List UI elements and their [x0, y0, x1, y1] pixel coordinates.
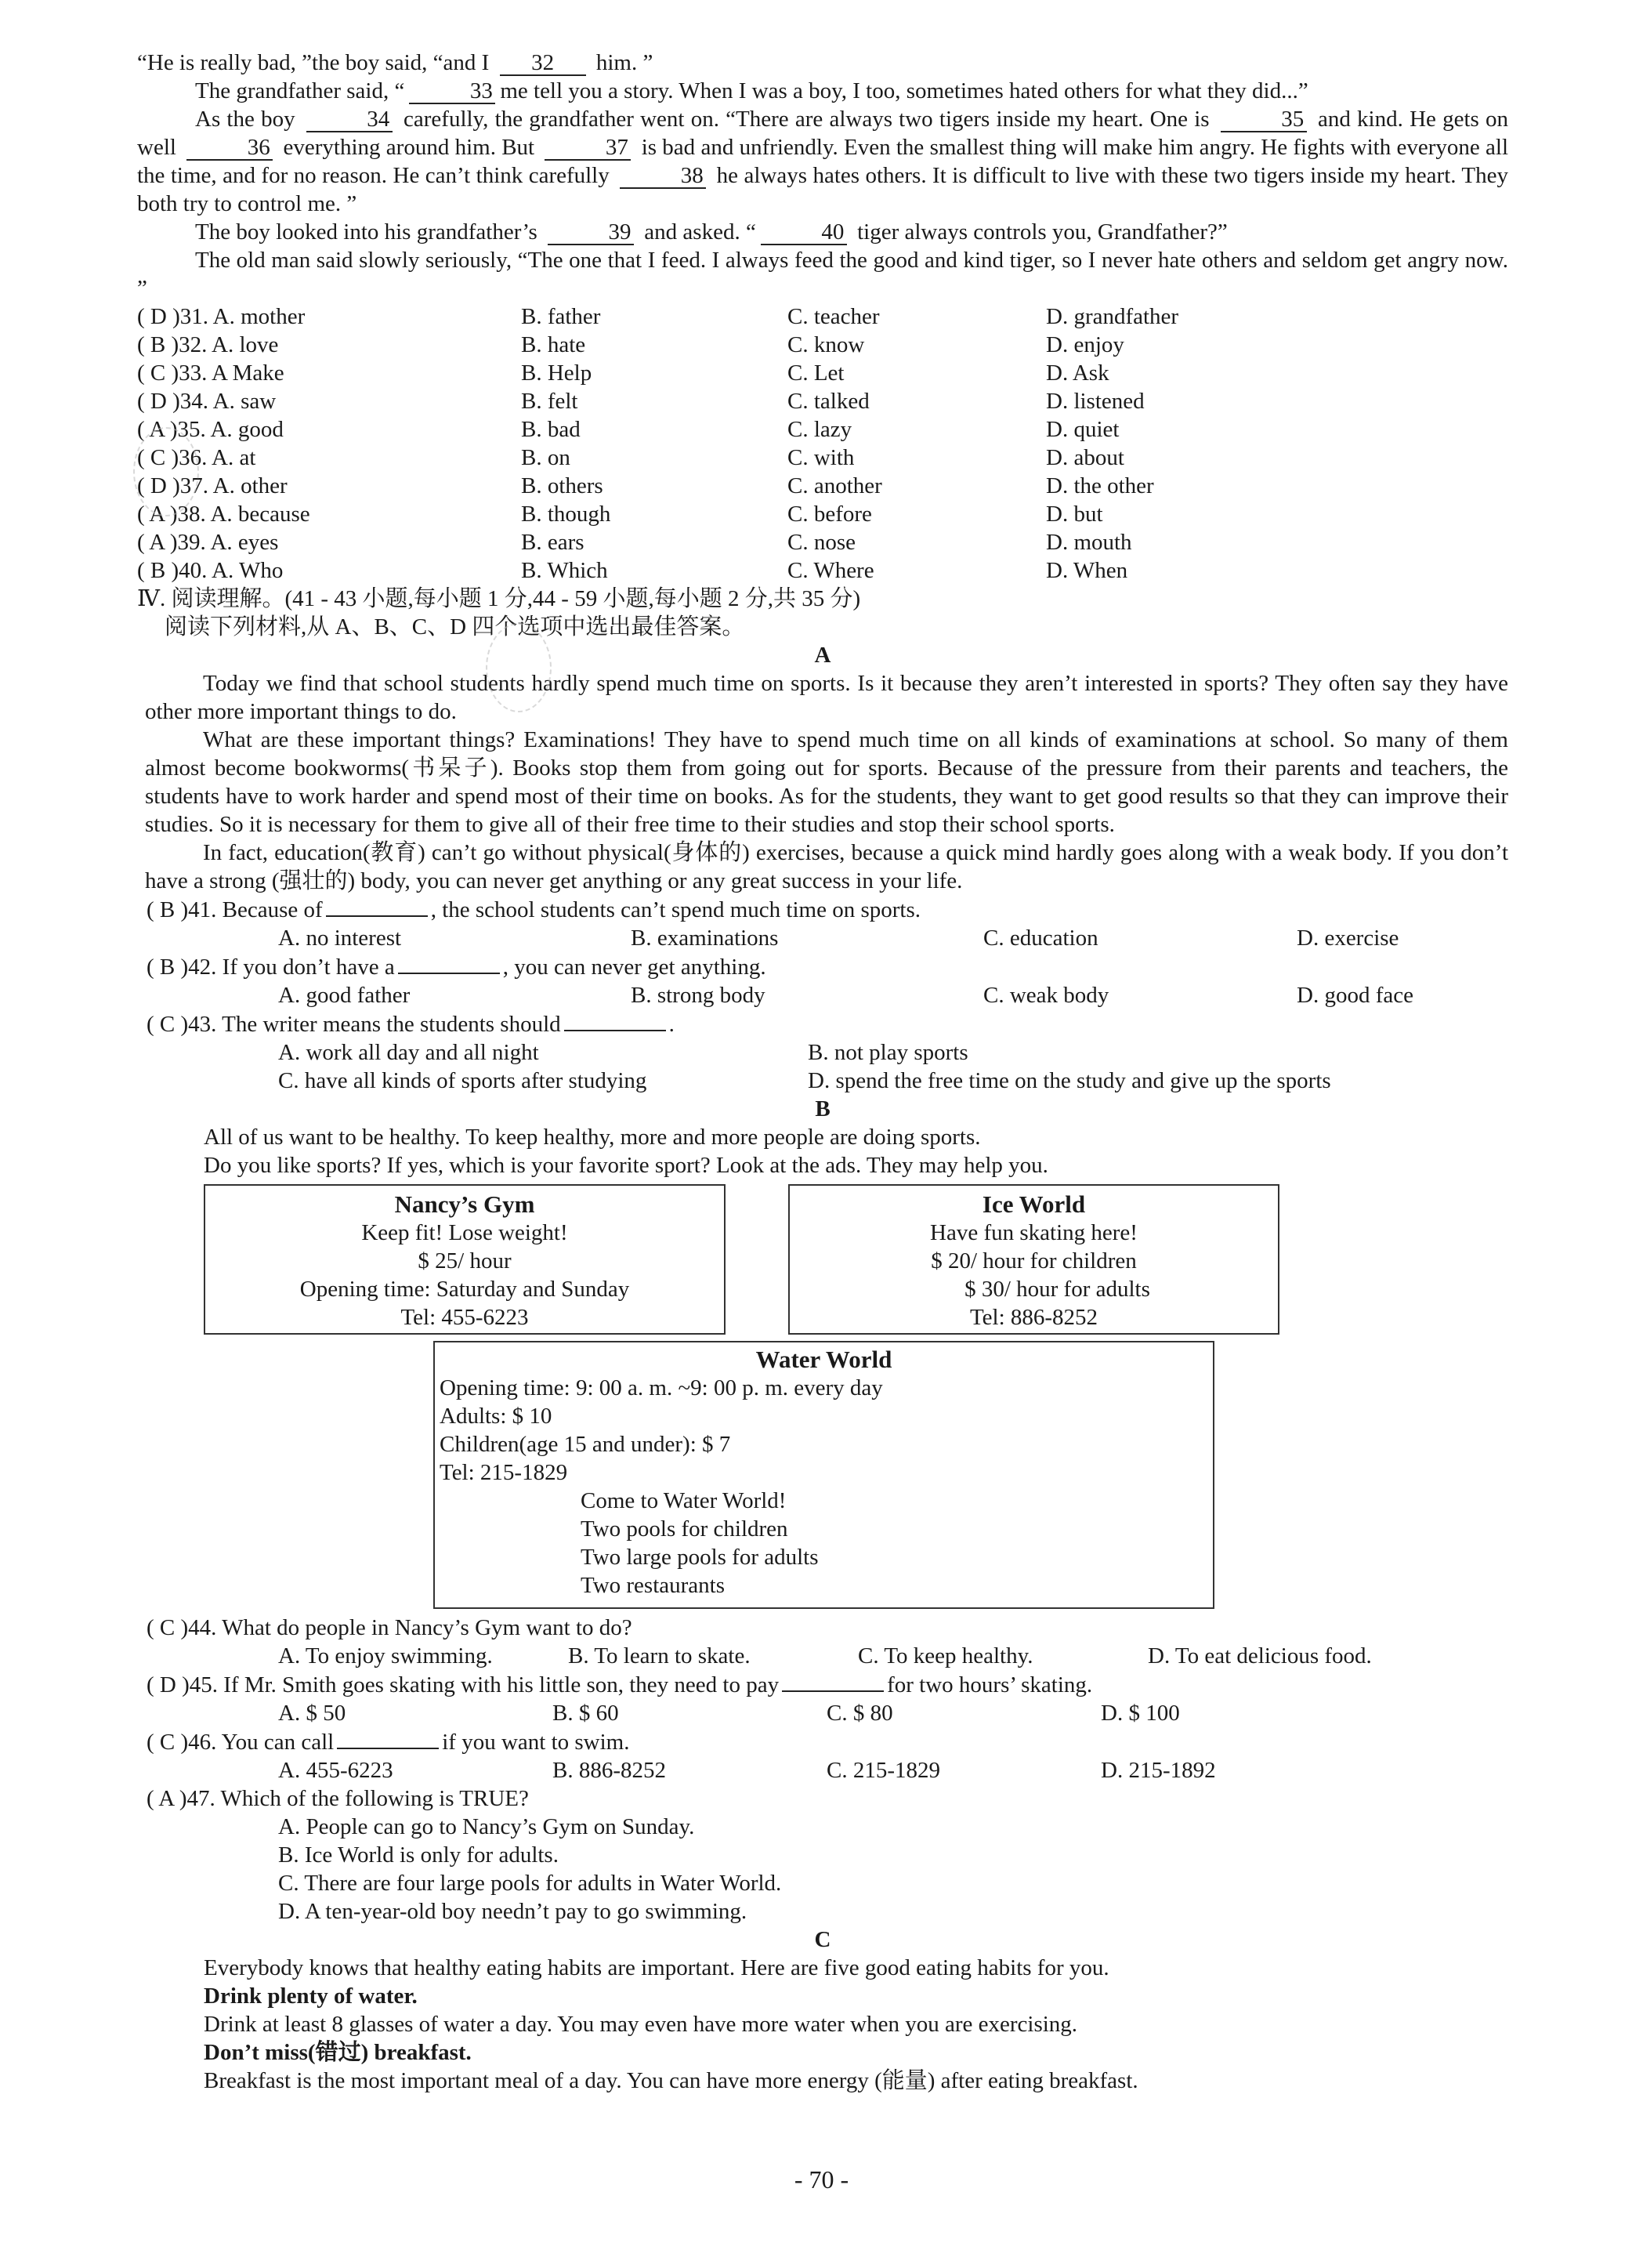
ad-line: Tel: 455-6223 [400, 1305, 529, 1330]
passage-c-p1: Everybody knows that healthy eating habits are important. Here are five good eating habits for you. [204, 1955, 1109, 1980]
option-c: C. talked [787, 389, 870, 414]
option-b: B. 886-8252 [552, 1758, 666, 1783]
ad-line: Have fun skating here! [930, 1220, 1138, 1245]
cloze-option-row [137, 387, 1508, 415]
passage-c-p2: Drink at least 8 glasses of water a day. You may even have more water when you are exercising. [204, 2012, 1078, 2037]
answer-blank [337, 1727, 439, 1749]
option-d: D. but [1046, 502, 1103, 527]
option-b: B. strong body [631, 983, 765, 1008]
ad-water-world [433, 1341, 1214, 1609]
ad-line: $ 30/ hour for adults [964, 1277, 1150, 1302]
option-b: B. not play sports [808, 1040, 968, 1065]
option-a: A. $ 50 [278, 1701, 346, 1726]
questions-b [137, 1614, 1508, 1926]
option-d: D. When [1046, 558, 1128, 583]
question-47: ( A )47. Which of the following is TRUE? [147, 1786, 529, 1811]
passage-a-p2: What are these important things? Examinations! They have to spend much time on all kinds of examinations at school. So many of them almost become bookworms(书呆子). Books stop them from going out for sports. Because of the pressure from their parents and teachers, the students have to work harder and spend most of their time on books. As for the students, they want to get good results so that they can improve their studies. So it is necessary for them to give all of their free time to their studies and stop their school sports. [145, 727, 1508, 837]
option-d: D. quiet [1046, 417, 1120, 442]
option-q: ( D )37. A. other [137, 473, 288, 498]
passage-c [137, 1954, 1508, 2095]
question-45-options [147, 1699, 1508, 1727]
cloze-text: “He is really bad, ”the boy said, “and I [137, 50, 490, 75]
cloze-text: The boy looked into his grandfather’s [195, 219, 537, 245]
ad-line: Adults: $ 10 [440, 1404, 552, 1429]
option-d: D. spend the free time on the study and give up the sports [808, 1068, 1331, 1093]
option-q: ( D )31. A. mother [137, 304, 306, 329]
passage-a-p3: In fact, education(教育) can’t go without physical(身体的) exercises, because a quick mind hardly goes along with a weak body. If you don’t have a strong (强壮的) body, you can never get anything or any great success in your life. [145, 840, 1508, 893]
option-b: B. hate [521, 332, 586, 357]
option-c: C. Let [787, 360, 845, 386]
passage-b-p1: All of us want to be healthy. To keep healthy, more and more people are doing sports. [204, 1125, 981, 1150]
blank-36: 36 [186, 136, 273, 161]
ad-title: Ice World [982, 1190, 1086, 1218]
questions-a [137, 895, 1508, 1095]
option-c: C. another [787, 473, 882, 498]
option-b: B. father [521, 304, 601, 329]
question-41 [147, 895, 1508, 924]
option-c: C. with [787, 445, 855, 470]
ad-line: Opening time: 9: 00 a. m. ~9: 00 p. m. every day [440, 1375, 883, 1400]
option-d: D. exercise [1297, 926, 1399, 951]
question-44-options [147, 1642, 1508, 1670]
ad-line: Keep fit! Lose weight! [361, 1220, 568, 1245]
question-text: ( D )45. If Mr. Smith goes skating with his little son, they need to pay [147, 1672, 780, 1697]
cloze-option-row [137, 331, 1508, 359]
option-d: D. grandfather [1046, 304, 1179, 329]
option-q: ( C )36. A. at [137, 445, 256, 470]
watermark-stamp-icon [133, 427, 199, 516]
option-c: C. teacher [787, 304, 880, 329]
ad-ice-world [788, 1184, 1279, 1335]
option-b: B. Which [521, 558, 608, 583]
cloze-line-1 [137, 49, 1508, 77]
option-b: B. felt [521, 389, 578, 414]
question-text: for two hours’ skating. [887, 1672, 1093, 1697]
cloze-text: is bad and unfriendly. Even the smallest thing will make him angry. He fights with everyone all the time, and for no reason. He can’t think carefully [137, 135, 1509, 188]
cloze-text: carefully, the grandfather went on. “There are always two tigers inside my heart. One is [404, 107, 1210, 132]
option-a: A. no interest [278, 926, 402, 951]
answer-blank [564, 1009, 666, 1031]
option-c: C. $ 80 [827, 1701, 893, 1726]
cloze-text: and kind. He gets on well [137, 107, 1509, 160]
option-a: A. work all day and all night [278, 1040, 539, 1065]
option-c: C. nose [787, 530, 856, 555]
option-b: B. Help [521, 360, 592, 386]
option-b: B. examinations [631, 926, 779, 951]
option-q: ( B )32. A. love [137, 332, 279, 357]
option-b: B. Ice World is only for adults. [278, 1842, 559, 1868]
option-d: D. the other [1046, 473, 1154, 498]
option-d: D. To eat delicious food. [1148, 1643, 1372, 1668]
page-number: - 70 - [794, 2165, 849, 2194]
option-d: D. 215-1892 [1101, 1758, 1216, 1783]
worksheet-page [137, 49, 1508, 2095]
option-c: C. have all kinds of sports after studying [278, 1068, 647, 1093]
passage-c-heading-1: Drink plenty of water. [204, 1984, 418, 2009]
option-c: C. know [787, 332, 865, 357]
question-42 [147, 952, 1508, 981]
option-b: B. $ 60 [552, 1701, 619, 1726]
cloze-text: As the boy [195, 107, 295, 132]
question-46-options [147, 1756, 1508, 1784]
blank-32: 32 [500, 51, 586, 76]
cloze-option-row [137, 359, 1508, 387]
option-d: D. good face [1297, 983, 1413, 1008]
option-q: ( D )34. A. saw [137, 389, 277, 414]
option-c: C. Where [787, 558, 874, 583]
option-c: C. weak body [983, 983, 1109, 1008]
option-d: D. $ 100 [1101, 1701, 1180, 1726]
cloze-text: him. ” [595, 50, 653, 75]
cloze-text: everything around him. But [283, 135, 535, 160]
ad-line: Two pools for children [581, 1516, 788, 1542]
option-c: C. 215-1829 [827, 1758, 940, 1783]
option-b: B. ears [521, 530, 584, 555]
ad-line: Opening time: Saturday and Sunday [299, 1277, 630, 1302]
cloze-text: tiger always controls you, Grandfather?” [857, 219, 1228, 245]
ad-line: $ 20/ hour for children [931, 1248, 1137, 1273]
option-b: B. others [521, 473, 603, 498]
passage-b-label: B [815, 1096, 831, 1121]
question-43-options-row2 [147, 1067, 1508, 1095]
question-42-options [147, 981, 1508, 1009]
question-43-options-row1 [147, 1038, 1508, 1067]
option-q: ( C )33. A Make [137, 360, 284, 386]
ad-line: Two restaurants [581, 1573, 725, 1598]
section-4-instruction: 阅读下列材料,从 A、B、C、D 四个选项中选出最佳答案。 [165, 614, 745, 639]
ad-line: Two large pools for adults [581, 1545, 819, 1570]
option-a: A. 455-6223 [278, 1758, 393, 1783]
ad-line: Come to Water World! [581, 1488, 787, 1513]
option-c: C. before [787, 502, 872, 527]
question-text: , the school students can’t spend much time on sports. [430, 897, 921, 922]
option-b: B. To learn to skate. [568, 1643, 751, 1668]
option-b: B. bad [521, 417, 581, 442]
option-a: A. good father [278, 983, 411, 1008]
cloze-text: and asked. “ [644, 219, 756, 245]
option-d: D. about [1046, 445, 1124, 470]
blank-34: 34 [306, 107, 393, 132]
passage-c-label: C [814, 1927, 831, 1952]
option-c: C. There are four large pools for adults in Water World. [278, 1871, 782, 1896]
question-46 [147, 1727, 1508, 1756]
cloze-text: The grandfather said, “ [195, 78, 405, 103]
option-c: C. lazy [787, 417, 852, 442]
cloze-paragraph-4 [137, 218, 1508, 246]
option-a: A. To enjoy swimming. [278, 1643, 493, 1668]
blank-38: 38 [620, 164, 706, 189]
passage-a-label: A [814, 643, 831, 668]
ad-line: Children(age 15 and under): $ 7 [440, 1432, 731, 1457]
option-d: D. enjoy [1046, 332, 1124, 357]
cloze-paragraph-3 [137, 105, 1508, 218]
cloze-option-row [137, 472, 1508, 500]
option-d: D. mouth [1046, 530, 1132, 555]
option-d: D. A ten-year-old boy needn’t pay to go swimming. [278, 1899, 747, 1924]
answer-blank [398, 952, 500, 974]
section-4-title: Ⅳ. 阅读理解。(41 - 43 小题,每小题 1 分,44 - 59 小题,每小题 2 分,共 35 分) [137, 586, 861, 611]
question-text: ( B )42. If you don’t have a [147, 955, 395, 980]
blank-33: 33 [409, 79, 495, 104]
question-44: ( C )44. What do people in Nancy’s Gym want to do? [147, 1615, 632, 1640]
option-q: ( B )40. A. Who [137, 558, 284, 583]
option-q: ( A )35. A. good [137, 417, 284, 442]
cloze-option-row [137, 415, 1508, 444]
passage-c-heading-2: Don’t miss(错过) breakfast. [204, 2040, 472, 2065]
option-b: B. though [521, 502, 611, 527]
cloze-options-table [137, 303, 1508, 585]
answer-blank [782, 1670, 884, 1692]
question-text: , you can never get anything. [502, 955, 766, 980]
question-text: if you want to swim. [442, 1730, 630, 1755]
passage-c-p3: Breakfast is the most important meal of a day. You can have more energy (能量) after eating breakfast. [204, 2068, 1138, 2093]
ad-title: Water World [755, 1346, 892, 1373]
blank-37: 37 [545, 136, 631, 161]
ad-line: $ 25/ hour [418, 1248, 512, 1273]
question-41-options [147, 924, 1508, 952]
question-text: ( B )41. Because of [147, 897, 323, 922]
option-q: ( A )39. A. eyes [137, 530, 279, 555]
blank-35: 35 [1221, 107, 1307, 132]
option-a: A. People can go to Nancy’s Gym on Sunday. [278, 1814, 695, 1839]
cloze-option-row [137, 303, 1508, 331]
ads-row [137, 1184, 1508, 1341]
ad-nancys-gym [204, 1184, 726, 1335]
question-43 [147, 1009, 1508, 1038]
ad-title: Nancy’s Gym [394, 1190, 535, 1218]
cloze-option-row [137, 528, 1508, 556]
cloze-line-2 [137, 77, 1508, 105]
answer-blank [326, 895, 428, 917]
passage-a-p1: Today we find that school students hardly spend much time on sports. Is it because they aren’t interested in sports? They often say they have other more important things to do. [145, 671, 1508, 724]
option-d: D. Ask [1046, 360, 1109, 386]
option-c: C. To keep healthy. [858, 1643, 1033, 1668]
option-c: C. education [983, 926, 1098, 951]
option-q: ( A )38. A. because [137, 502, 310, 527]
question-45 [147, 1670, 1508, 1699]
cloze-paragraph-5: The old man said slowly seriously, “The one that I feed. I always feed the good and kind tiger, so I never hate others and seldom get angry now. ” [137, 248, 1508, 301]
watermark-stamp-icon [486, 623, 552, 712]
option-b: B. on [521, 445, 570, 470]
passage-b-p2: Do you like sports? If yes, which is your favorite sport? Look at the ads. They may help you. [204, 1153, 1048, 1178]
blank-39: 39 [548, 220, 634, 245]
option-d: D. listened [1046, 389, 1145, 414]
cloze-option-row [137, 500, 1508, 528]
cloze-option-row [137, 556, 1508, 585]
question-text: ( C )46. You can call [147, 1730, 335, 1755]
cloze-text: me tell you a story. When I was a boy, I too, sometimes hated others for what they did...” [500, 78, 1308, 103]
cloze-text: he always hates others. It is difficult to live with these two tigers inside my heart. They both try to control me. ” [137, 163, 1509, 216]
blank-40: 40 [761, 220, 847, 245]
question-text: . [668, 1012, 675, 1037]
ad-line: Tel: 886-8252 [969, 1305, 1098, 1330]
ad-line: Tel: 215-1829 [440, 1460, 568, 1485]
cloze-option-row [137, 444, 1508, 472]
question-text: ( C )43. The writer means the students should [147, 1012, 561, 1037]
